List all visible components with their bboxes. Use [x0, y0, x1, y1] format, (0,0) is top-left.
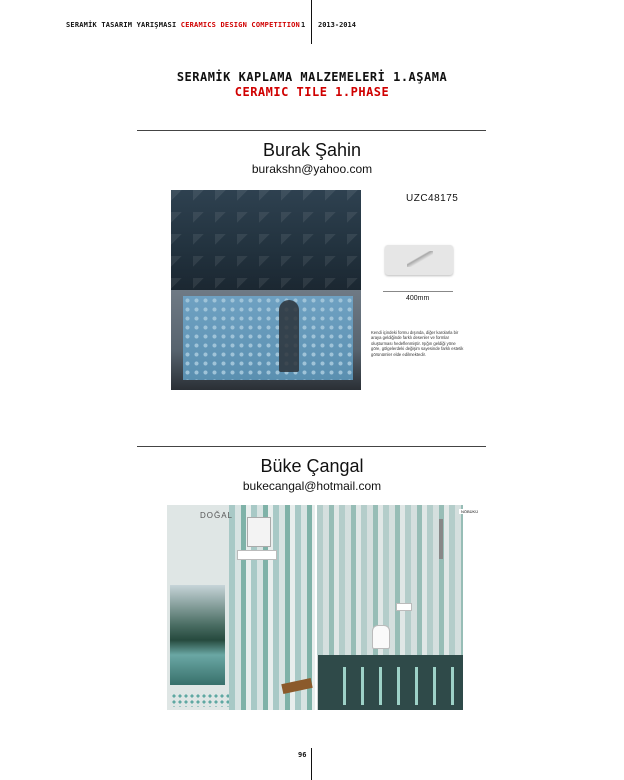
- color-swatches: [171, 693, 229, 707]
- entry-image-panel: [171, 190, 472, 400]
- board-tag: NÖBÜKÜ: [461, 509, 479, 514]
- mirror: [247, 517, 271, 547]
- entry-image-panel: [167, 505, 479, 710]
- product-code: UZC48175: [406, 193, 459, 204]
- header-title-tr: SERAMİK TASARIM YARIŞMASI: [66, 21, 177, 29]
- shower-panel: [439, 519, 443, 559]
- entry-email: burakshn@yahoo.com: [251, 162, 373, 176]
- page-title: SERAMİK KAPLAMA MALZEMELERİ 1.AŞAMA: [176, 70, 448, 84]
- tile-closeup-photo: [171, 190, 361, 290]
- dimension-label: 400mm: [406, 295, 430, 302]
- sink: [237, 550, 277, 560]
- dimension-line: [383, 291, 453, 292]
- tile-wall-photo: [171, 290, 361, 390]
- tile-variants: [337, 667, 457, 705]
- header-year: 2013-2014: [318, 21, 356, 29]
- header-title: [66, 21, 300, 29]
- toilet: [372, 625, 390, 649]
- entry-description: Kendi içindeki formu dışında, diğer karolarla bir araya geldiğinde farklı desenler ve formlar oluşturması hedeflenmiştir. Işığın geldiği yöne göre, gölgelerdeki değişim sayesinde farklı estetik görünümler elde edilmektedir.: [371, 330, 464, 357]
- header-divider-line: [311, 0, 312, 44]
- brand-logo: DOĞAL: [200, 511, 234, 520]
- tile-wall: [183, 296, 353, 380]
- footer-divider-line: [311, 748, 312, 780]
- entry-email: bukecangal@hotmail.com: [242, 479, 382, 493]
- entry-name: Büke Çangal: [260, 456, 364, 476]
- entry-name: Burak Şahin: [262, 140, 362, 160]
- forest-lake-photo: [170, 585, 225, 685]
- tile-sample: [385, 245, 453, 275]
- page-number: 96: [298, 751, 307, 759]
- section-rule: [137, 446, 486, 447]
- sink: [396, 603, 412, 611]
- header-title-en: CERAMICS DESIGN COMPETITION: [180, 21, 300, 29]
- left-board: [167, 505, 315, 710]
- header-issue-number: 1: [301, 21, 306, 29]
- page-subtitle: CERAMIC TILE 1.PHASE: [234, 85, 390, 99]
- person-silhouette: [279, 300, 299, 372]
- section-rule: [137, 130, 486, 131]
